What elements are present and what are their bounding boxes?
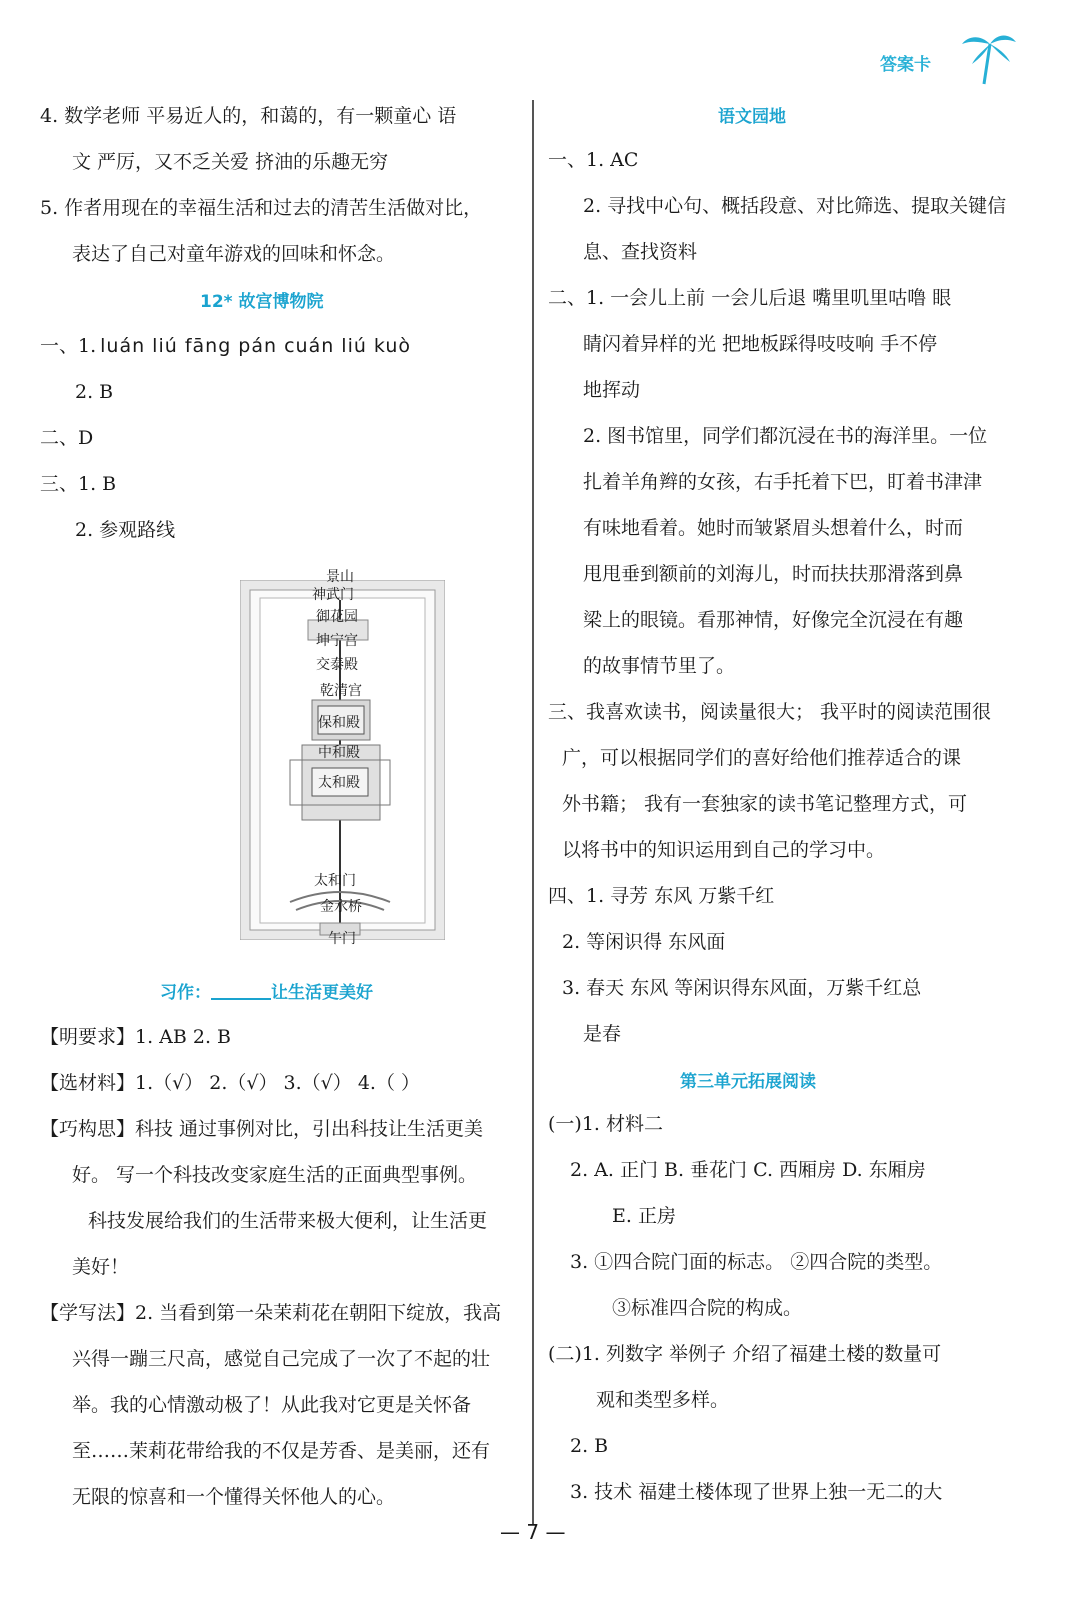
map-label-jiaotaidian: 交泰殿 bbox=[316, 657, 358, 673]
lesson12-text: 二、D bbox=[40, 427, 94, 449]
garden-text: 二、1. 一会儿上前 一会儿后退 嘴里叽里咕噜 眼 bbox=[548, 287, 952, 309]
extension-text: ③标准四合院的构成。 bbox=[612, 1297, 803, 1319]
map-label-baohedian: 保和殿 bbox=[318, 715, 360, 731]
lesson12-text: 一、1. bbox=[40, 335, 97, 357]
lesson12-text: 2. 参观路线 bbox=[75, 519, 176, 541]
answer-text: 5. 作者用现在的幸福生活和过去的清苦生活做对比， bbox=[40, 197, 483, 219]
garden-line bbox=[583, 332, 937, 356]
writing-text: 至……茉莉花带给我的不仅是芳香、是美丽，还有 bbox=[72, 1440, 491, 1462]
page-number: — 7 — bbox=[500, 1520, 566, 1544]
garden-text: 扎着羊角辫的女孩，右手托着下巴，盯着书津津 bbox=[583, 471, 983, 493]
writing-line bbox=[72, 1255, 129, 1279]
garden-line bbox=[583, 562, 963, 586]
garden-text: 三、我喜欢读书，阅读量很大； 我平时的阅读范围很 bbox=[548, 701, 992, 723]
extension-line bbox=[570, 1250, 942, 1274]
garden-line bbox=[548, 884, 774, 908]
garden-line bbox=[583, 424, 987, 448]
garden-line bbox=[548, 700, 991, 724]
extension-text: 2. A. 正门 B. 垂花门 C. 西厢房 D. 东厢房 bbox=[570, 1159, 926, 1181]
writing-text: 【学写法】2. 当看到第一朵茉莉花在朝阳下绽放，我高 bbox=[40, 1302, 502, 1324]
garden-line bbox=[562, 838, 885, 862]
writing-line bbox=[72, 1393, 471, 1417]
lesson12-line bbox=[40, 426, 93, 450]
garden-text: 的故事情节里了。 bbox=[583, 655, 736, 677]
map-label-wumen: 午门 bbox=[328, 931, 356, 947]
writing-line bbox=[72, 1439, 490, 1463]
extension-line bbox=[596, 1388, 729, 1412]
map-label-taihedian: 太和殿 bbox=[318, 775, 360, 791]
extension-text: 3. ①四合院门面的标志。 ②四合院的类型。 bbox=[570, 1251, 943, 1273]
garden-title: 语文园地 bbox=[718, 107, 786, 127]
answer-line bbox=[72, 150, 388, 174]
writing-text: 【明要求】1. AB 2. B bbox=[40, 1026, 232, 1048]
garden-line bbox=[583, 654, 735, 678]
writing-title-blank bbox=[211, 998, 271, 1000]
map-label-kunninggong: 坤宁宫 bbox=[316, 633, 358, 649]
garden-line bbox=[583, 516, 963, 540]
map-label-yuhuayuan: 御花园 bbox=[316, 609, 358, 625]
pinyin-answers: luán liú fāng pán cuán liú kuò bbox=[100, 335, 412, 357]
lesson12-text: 三、1. B bbox=[40, 473, 117, 495]
extension-line bbox=[570, 1480, 942, 1504]
answer-text: 4. 数学老师 平易近人的，和蔼的，有一颗童心 语 bbox=[40, 105, 457, 127]
writing-text: 美好！ bbox=[72, 1256, 130, 1278]
extension-text: 2. B bbox=[570, 1435, 609, 1457]
writing-line bbox=[40, 1301, 501, 1325]
garden-text: 外书籍； 我有一套独家的读书笔记整理方式，可 bbox=[562, 793, 968, 815]
extension-text: (二)1. 列数字 举例子 介绍了福建土楼的数量可 bbox=[548, 1343, 942, 1365]
map-label-jingshan: 景山 bbox=[326, 569, 354, 585]
garden-line bbox=[562, 746, 961, 770]
garden-line bbox=[548, 148, 638, 172]
garden-text: 2. 等闲识得 东风面 bbox=[562, 931, 726, 953]
extension-text: (一)1. 材料二 bbox=[548, 1113, 663, 1135]
writing-line bbox=[72, 1163, 477, 1187]
writing-text: 【巧构思】科技 通过事例对比，引出科技让生活更美 bbox=[40, 1118, 484, 1140]
answer-line bbox=[72, 242, 395, 266]
map-label-jinshuiqiao: 金水桥 bbox=[320, 899, 362, 915]
garden-line bbox=[562, 976, 921, 1000]
garden-line bbox=[583, 240, 697, 264]
palace-route-map bbox=[240, 569, 445, 947]
garden-text: 以将书中的知识运用到自己的学习中。 bbox=[562, 839, 886, 861]
answer-text: 表达了自己对童年游戏的回味和怀念。 bbox=[72, 243, 396, 265]
garden-text: 有味地看着。她时而皱紧眉头想着什么，时而 bbox=[583, 517, 964, 539]
lesson12-line bbox=[75, 518, 175, 542]
writing-text: 无限的惊喜和一个懂得关怀他人的心。 bbox=[72, 1486, 396, 1508]
garden-line bbox=[562, 930, 725, 954]
map-label-qianqinggong: 乾清宫 bbox=[320, 683, 362, 699]
garden-line bbox=[583, 194, 1006, 218]
extension-line bbox=[548, 1342, 941, 1366]
writing-text: 兴得一蹦三尺高，感觉自己完成了一次了不起的壮 bbox=[72, 1348, 491, 1370]
garden-text: 2. 寻找中心句、概括段意、对比筛选、提取关键信 bbox=[583, 195, 1007, 217]
garden-text: 地挥动 bbox=[583, 379, 641, 401]
extension-line bbox=[570, 1158, 926, 1182]
garden-line bbox=[583, 608, 963, 632]
column-divider bbox=[532, 100, 534, 1525]
answer-text: 文 严厉，又不乏关爱 挤油的乐趣无穷 bbox=[72, 151, 389, 173]
garden-line bbox=[562, 792, 967, 816]
garden-text: 息、查找资料 bbox=[583, 241, 698, 263]
garden-text: 甩甩垂到额前的刘海儿，时而扶扶那滑落到鼻 bbox=[583, 563, 964, 585]
garden-text: 四、1. 寻芳 东风 万紫千红 bbox=[548, 885, 775, 907]
map-label-zhonghedian: 中和殿 bbox=[318, 745, 360, 761]
extension-text: 3. 技术 福建土楼体现了世界上独一无二的大 bbox=[570, 1481, 943, 1503]
writing-line bbox=[88, 1209, 487, 1233]
lesson12-line bbox=[75, 380, 113, 404]
writing-text: 【选材料】1.（√） 2.（√） 3.（√） 4.（ ） bbox=[40, 1072, 420, 1094]
garden-text: 一、1. AC bbox=[548, 149, 639, 171]
garden-text: 梁上的眼镜。看那神情，好像完全沉浸在有趣 bbox=[583, 609, 964, 631]
garden-text: 3. 春天 东风 等闲识得东风面，万紫千红总 bbox=[562, 977, 922, 999]
garden-text: 睛闪着异样的光 把地板踩得吱吱响 手不停 bbox=[583, 333, 938, 355]
garden-text: 是春 bbox=[583, 1023, 622, 1045]
extension-line bbox=[612, 1296, 802, 1320]
extension-text: E. 正房 bbox=[612, 1205, 676, 1227]
brand-label: 答案卡 bbox=[880, 55, 931, 75]
writing-text: 好。 写一个科技改变家庭生活的正面典型事例。 bbox=[72, 1164, 478, 1186]
extension-text: 观和类型多样。 bbox=[596, 1389, 730, 1411]
garden-line bbox=[548, 286, 951, 310]
extension-line bbox=[548, 1112, 663, 1136]
extension-line bbox=[570, 1434, 608, 1458]
writing-title-suffix: 让生活更美好 bbox=[271, 983, 373, 1003]
writing-line bbox=[40, 1117, 483, 1141]
garden-line bbox=[583, 378, 640, 402]
palm-tree-icon bbox=[958, 30, 1018, 86]
writing-text: 举。我的心情激动极了！从此我对它更是关怀备 bbox=[72, 1394, 472, 1416]
garden-line bbox=[583, 1022, 621, 1046]
map-label-shenwumen: 神武门 bbox=[312, 587, 354, 603]
answer-line bbox=[40, 196, 482, 220]
writing-line bbox=[72, 1347, 490, 1371]
writing-line bbox=[40, 1025, 231, 1049]
extension-line bbox=[612, 1204, 676, 1228]
writing-title-prefix: 习作： bbox=[160, 983, 211, 1003]
writing-title bbox=[160, 978, 373, 1003]
lesson12-text: 2. B bbox=[75, 381, 114, 403]
lesson12-line bbox=[40, 472, 116, 496]
writing-line bbox=[72, 1485, 395, 1509]
answer-line bbox=[40, 104, 456, 128]
garden-text: 2. 图书馆里，同学们都沉浸在书的海洋里。一位 bbox=[583, 425, 988, 447]
lesson12-line bbox=[40, 334, 411, 358]
writing-line bbox=[40, 1071, 420, 1095]
garden-line bbox=[583, 470, 982, 494]
garden-text: 广，可以根据同学们的喜好给他们推荐适合的课 bbox=[562, 747, 962, 769]
extension-title: 第三单元拓展阅读 bbox=[680, 1072, 816, 1092]
writing-text: 科技发展给我们的生活带来极大便利，让生活更 bbox=[88, 1210, 488, 1232]
map-label-taihemen: 太和门 bbox=[314, 873, 356, 889]
lesson12-title: 12* 故宫博物院 bbox=[200, 292, 324, 312]
